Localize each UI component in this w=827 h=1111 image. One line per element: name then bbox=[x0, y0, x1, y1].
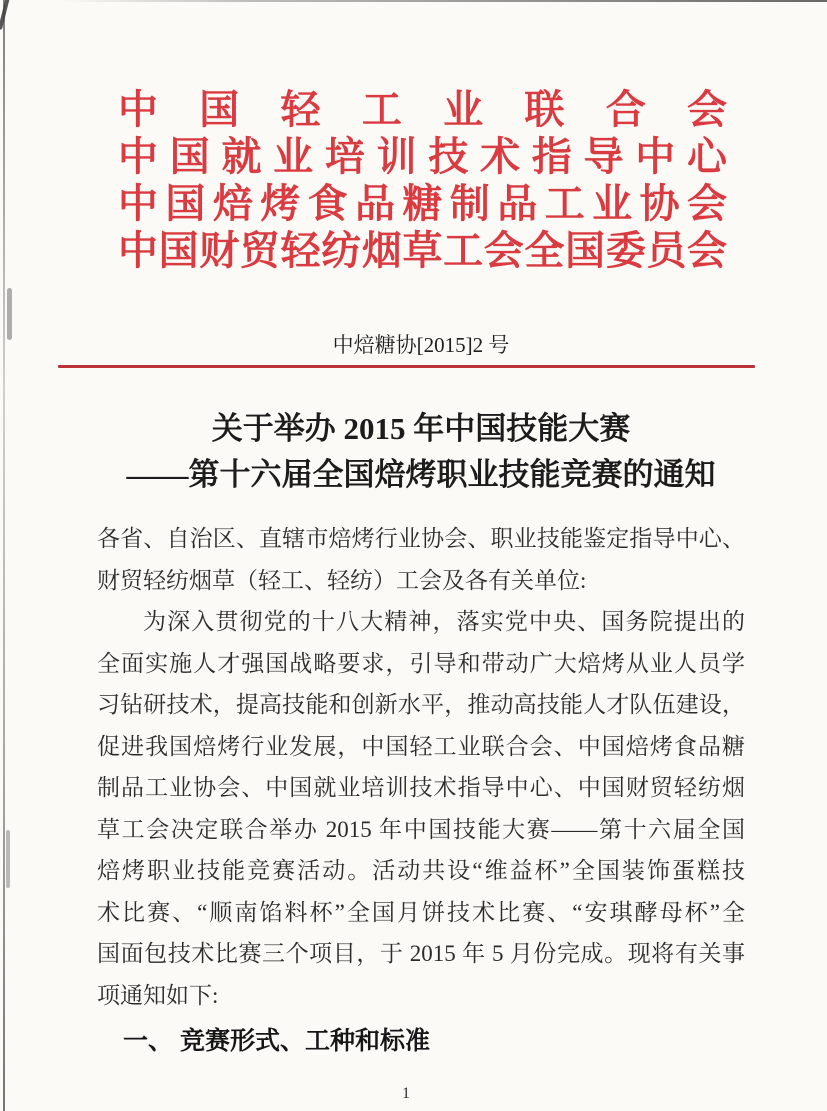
body-line: 全面实施人才强国战略要求，引导和带动广大焙烤从业人员学 bbox=[97, 650, 745, 676]
body-line: 术比赛、“顺南馅料杯”全国月饼技术比赛、“安琪酵母杯”全 bbox=[97, 899, 745, 925]
scan-left-edge-artifact bbox=[3, 0, 5, 1111]
scan-smudge-artifact bbox=[6, 830, 10, 888]
issuer-line-1: 中国轻工业联合会 bbox=[118, 87, 727, 132]
body-line: 焙烤职业技能竞赛活动。活动共设“维益杯”全国装饰蛋糕技 bbox=[97, 858, 745, 883]
issuer-line-2: 中国就业培训技术指导中心 bbox=[118, 134, 727, 179]
body-line: 为深入贯彻党的十八大精神，落实党中央、国务院提出的 bbox=[143, 609, 745, 634]
recipient-line: 财贸轻纺烟草（轻工、轻纺）工会及各有关单位: bbox=[97, 567, 587, 593]
notice-body bbox=[97, 518, 745, 1016]
red-divider-rule bbox=[58, 365, 755, 368]
recipient-line: 各省、自治区、直辖市焙烤行业协会、职业技能鉴定指导中心、 bbox=[97, 526, 745, 551]
body-line: 制品工业协会、中国就业培训技术指导中心、中国财贸轻纺烟 bbox=[97, 775, 745, 800]
issuing-organizations bbox=[118, 86, 727, 274]
notice-title-line1: 关于举办 2015 年中国技能大赛 bbox=[211, 411, 631, 446]
section-heading: 一、 竞赛形式、工种和标准 bbox=[123, 1027, 430, 1055]
issuer-line-3: 中国焙烤食品糖制品工业协会 bbox=[118, 181, 727, 226]
scan-top-edge-artifact bbox=[60, 0, 827, 2]
scan-corner-artifact bbox=[0, 0, 10, 30]
body-line: 促进我国焙烤行业发展，中国轻工业联合会、中国焙烤食品糖 bbox=[97, 733, 745, 759]
scan-smudge-artifact bbox=[7, 288, 12, 340]
body-line: 国面包技术比赛三个项目，于 2015 年 5 月份完成。现将有关事 bbox=[97, 941, 745, 966]
issuer-line-4: 中国财贸轻纺烟草工会全国委员会 bbox=[118, 228, 727, 273]
body-line: 习钻研技术，提高技能和创新水平，推动高技能人才队伍建设， bbox=[97, 692, 745, 717]
document-number: 中焙糖协[2015]2 号 bbox=[332, 333, 510, 357]
body-line: 项通知如下: bbox=[97, 982, 219, 1008]
notice-title bbox=[97, 406, 745, 498]
notice-title-line2: ——第十六届全国焙烤职业技能竞赛的通知 bbox=[126, 457, 716, 492]
page-number: 1 bbox=[402, 1085, 410, 1102]
body-line: 草工会决定联合举办 2015 年中国技能大赛——第十六届全国 bbox=[97, 816, 745, 842]
